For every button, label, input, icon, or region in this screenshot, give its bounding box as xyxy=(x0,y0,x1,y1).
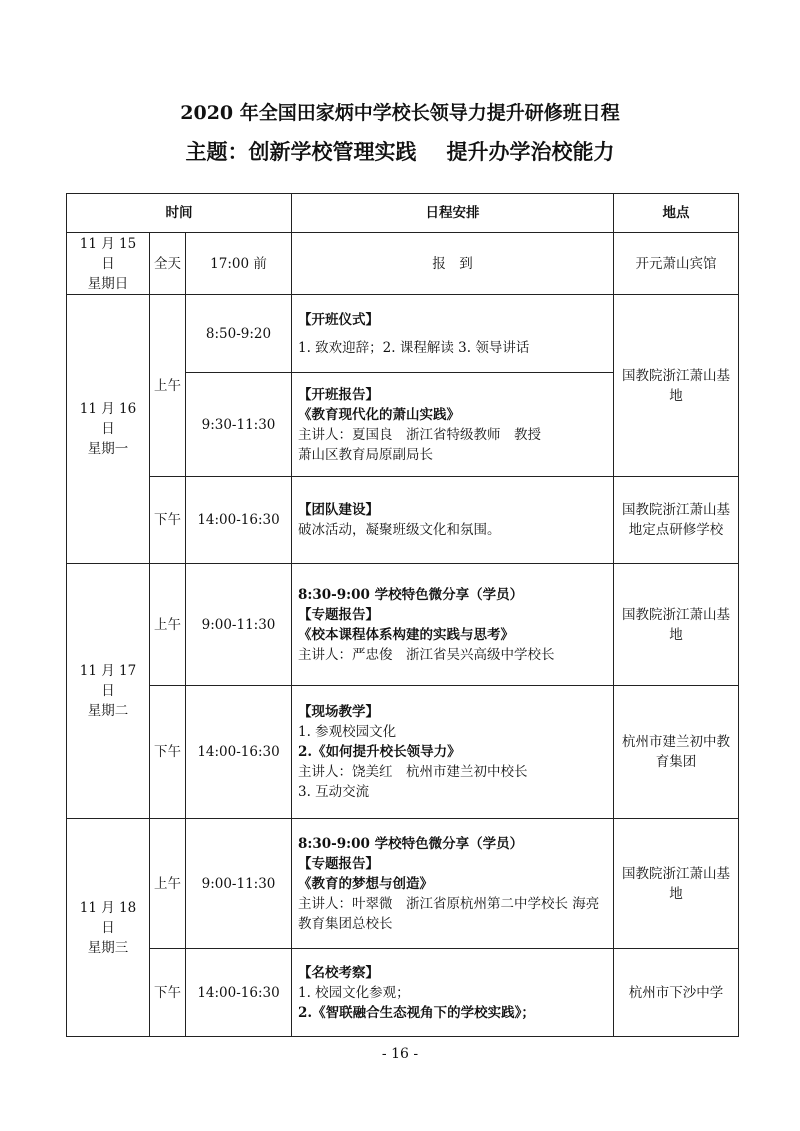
time-cell: 8:50-9:20 xyxy=(186,295,292,373)
time-cell: 14:00-16:30 xyxy=(186,477,292,564)
schedule-cell: 8:30-9:00 学校特色微分享（学员） 【专题报告】 《校本课程体系构建的实践与思考》 主讲人：严忠俊 浙江省吴兴高级中学校长 xyxy=(292,564,614,686)
subtitle-part-a: 主题：创新学校管理实践 xyxy=(185,139,417,164)
time-cell: 17:00 前 xyxy=(186,233,292,295)
period-cell: 上午 xyxy=(150,295,186,477)
period-cell: 下午 xyxy=(150,949,186,1037)
schedule-cell: 【名校考察】 1. 校园文化参观； 2.《智联融合生态视角下的学校实践》； xyxy=(292,949,614,1037)
schedule-cell: 【团队建设】 破冰活动，凝聚班级文化和氛围。 xyxy=(292,477,614,564)
schedule-cell: 报 到 xyxy=(292,233,614,295)
time-cell: 14:00-16:30 xyxy=(186,686,292,819)
location-cell: 国教院浙江萧山基地定点研修学校 xyxy=(614,477,739,564)
document-subtitle xyxy=(0,136,800,166)
table-row xyxy=(67,295,739,373)
schedule-cell: 【开班报告】 《教育现代化的萧山实践》 主讲人：夏国良 浙江省特级教师 教授 萧山区教育局原副局长 xyxy=(292,373,614,477)
table-row xyxy=(67,233,739,295)
period-cell: 全天 xyxy=(150,233,186,295)
time-cell: 9:00-11:30 xyxy=(186,819,292,949)
schedule-cell: 【现场教学】 1. 参观校园文化 2.《如何提升校长领导力》 主讲人：饶美红 杭州市建兰初中校长 3. 互动交流 xyxy=(292,686,614,819)
document-title: 2020 年全国田家炳中学校长领导力提升研修班日程 xyxy=(180,102,620,124)
table-row xyxy=(67,686,739,819)
location-cell: 国教院浙江萧山基地 xyxy=(614,819,739,949)
date-cell: 11 月 15 日 星期日 xyxy=(67,233,150,295)
location-cell: 杭州市下沙中学 xyxy=(614,949,739,1037)
period-cell: 下午 xyxy=(150,477,186,564)
table-row xyxy=(67,949,739,1037)
period-cell: 下午 xyxy=(150,686,186,819)
table-row xyxy=(67,819,739,949)
location-cell: 开元萧山宾馆 xyxy=(614,233,739,295)
page-number: - 16 - xyxy=(381,1046,419,1062)
schedule-cell: 【开班仪式】 1. 致欢迎辞；2. 课程解读 3. 领导讲话 xyxy=(292,295,614,373)
header-location: 地点 xyxy=(614,194,739,233)
date-cell: 11 月 16 日 星期一 xyxy=(67,295,150,564)
header-row xyxy=(67,194,739,233)
date-cell: 11 月 18 日 星期三 xyxy=(67,819,150,1037)
period-cell: 上午 xyxy=(150,819,186,949)
location-cell: 国教院浙江萧山基地 xyxy=(614,564,739,686)
table-row xyxy=(67,564,739,686)
time-cell: 9:30-11:30 xyxy=(186,373,292,477)
location-cell: 杭州市建兰初中教育集团 xyxy=(614,686,739,819)
location-cell: 国教院浙江萧山基地 xyxy=(614,295,739,477)
table-row xyxy=(67,477,739,564)
time-cell: 9:00-11:30 xyxy=(186,564,292,686)
period-cell: 上午 xyxy=(150,564,186,686)
subtitle-part-b: 提升办学治校能力 xyxy=(446,139,615,164)
time-cell: 14:00-16:30 xyxy=(186,949,292,1037)
schedule-table xyxy=(66,193,739,1037)
date-cell: 11 月 17 日 星期二 xyxy=(67,564,150,819)
header-time: 时间 xyxy=(67,194,292,233)
schedule-cell: 8:30-9:00 学校特色微分享（学员） 【专题报告】 《教育的梦想与创造》 主讲人：叶翠微 浙江省原杭州第二中学校长 海亮教育集团总校长 xyxy=(292,819,614,949)
header-schedule: 日程安排 xyxy=(292,194,614,233)
